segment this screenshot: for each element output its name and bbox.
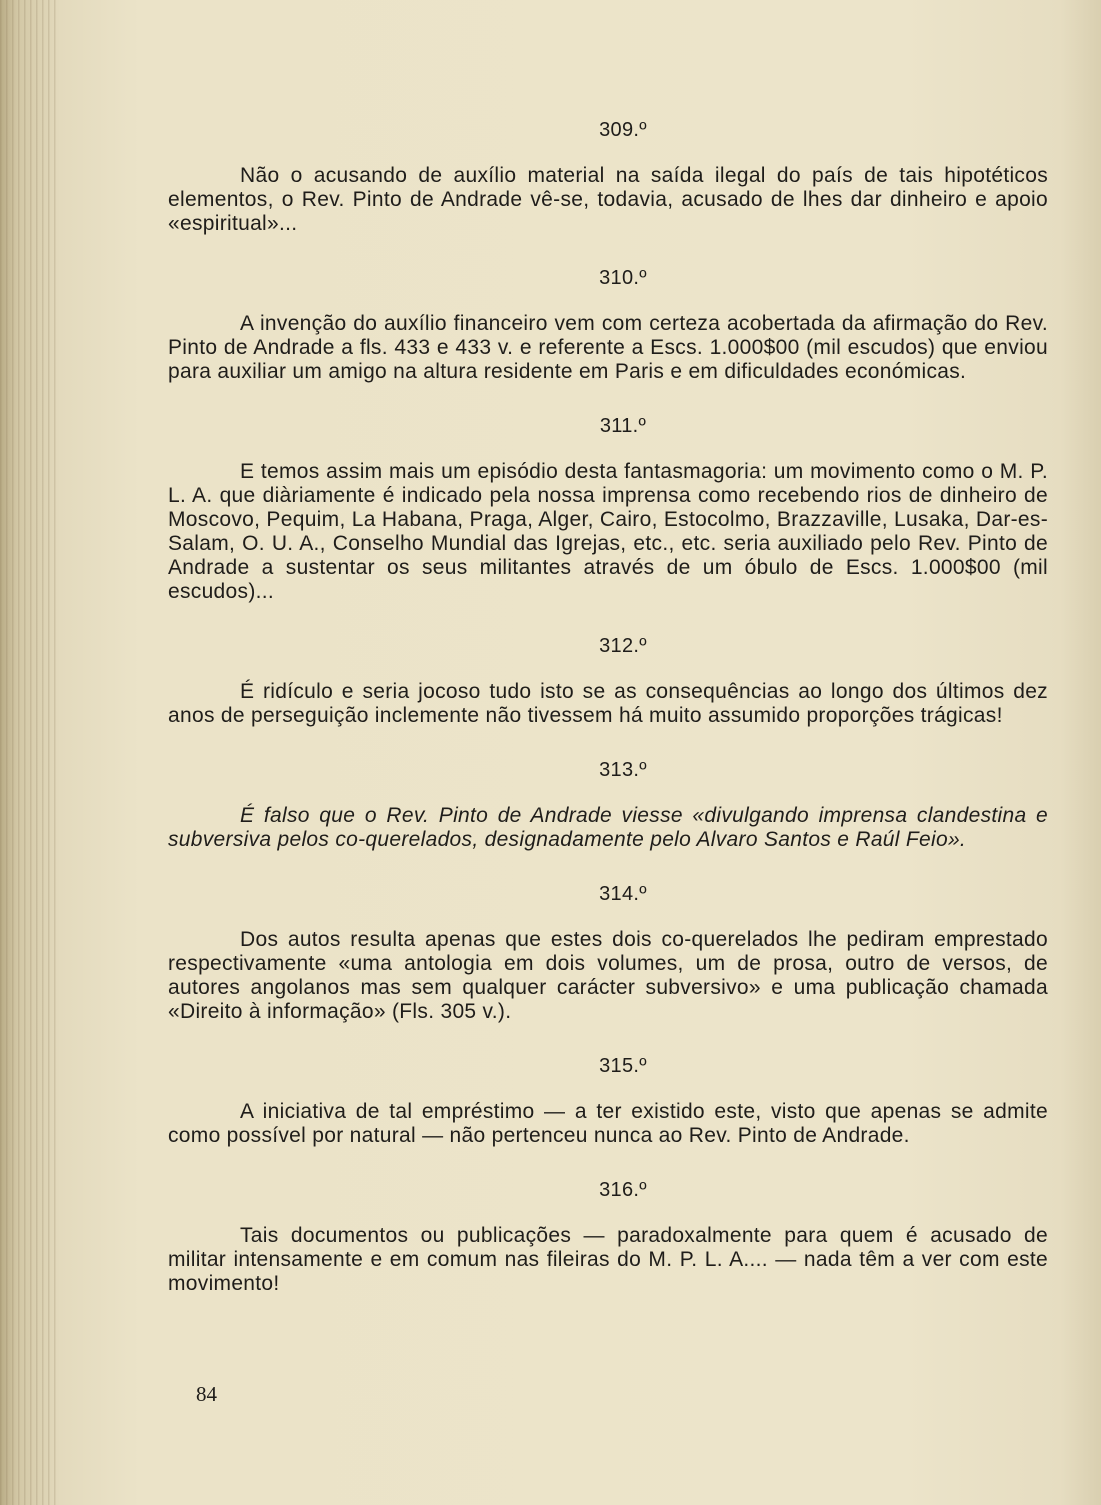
section-number: 309.º	[599, 119, 647, 141]
section-paragraph: E temos assim mais um episódio desta fantasmagoria: um movimento como o M. P. L. A. que diàriamente é indicado pela nossa imprensa como recebendo rios de dinheiro de Moscovo, Pequim, La Habana, Praga, Alger, Cairo, Estocolmo, Brazzaville, Lusaka, Dar-es-Salam, O. U. A., Conselho Mundial das Igrejas, etc., etc. seria auxiliado pelo Rev. Pinto de Andrade a sustentar os seus militantes através de um óbulo de Escs. 1.000$00 (mil escudos)...	[168, 460, 1048, 603]
section-paragraph: A iniciativa de tal empréstimo — a ter existido este, visto que apenas se admite como possível por natural — não pertenceu nunca ao Rev. Pinto de Andrade.	[168, 1100, 1048, 1147]
section-315	[168, 1054, 1048, 1148]
section-311	[168, 414, 1048, 604]
section-number: 311.º	[599, 415, 647, 437]
book-binding-edge	[0, 0, 60, 1505]
section-paragraph: Dos autos resulta apenas que estes dois co-querelados lhe pediram emprestado respectivamente «uma antologia em dois volumes, um de prosa, outro de versos, de autores angolanos mas sem qualquer carácter subversivo» e uma publicação chamada «Direito à informação» (Fls. 305 v.).	[168, 928, 1048, 1023]
section-number: 313.º	[599, 759, 647, 781]
section-paragraph: É falso que o Rev. Pinto de Andrade viesse «divulgando imprensa clandestina e subversiva pelos co-querelados, designadamente pelo Alvaro Santos e Raúl Feio».	[168, 804, 1048, 851]
section-313	[168, 758, 1048, 852]
section-paragraph: Não o acusando de auxílio material na saída ilegal do país de tais hipotéticos elementos, o Rev. Pinto de Andrade vê-se, todavia, acusado de lhes dar dinheiro e apoio «espiritual»...	[168, 164, 1048, 235]
section-number: 316.º	[599, 1179, 647, 1201]
text-body	[168, 118, 1048, 1326]
section-number: 314.º	[599, 883, 647, 905]
section-number: 312.º	[599, 635, 647, 657]
section-paragraph: A invenção do auxílio financeiro vem com certeza acobertada da afirmação do Rev. Pinto de Andrade a fls. 433 e 433 v. e referente a Escs. 1.000$00 (mil escudos) que enviou para auxiliar um amigo na altura residente em Paris e em dificuldades económicas.	[168, 312, 1048, 383]
section-paragraph: É ridículo e seria jocoso tudo isto se as consequências ao longo dos últimos dez anos de perseguição inclemente não tivessem há muito assumido proporções trágicas!	[168, 680, 1048, 727]
section-316	[168, 1178, 1048, 1296]
section-314	[168, 882, 1048, 1024]
section-309	[168, 118, 1048, 236]
section-312	[168, 634, 1048, 728]
section-number: 310.º	[599, 267, 647, 289]
page-number: 84	[196, 1382, 217, 1406]
section-number: 315.º	[599, 1055, 647, 1077]
section-310	[168, 266, 1048, 384]
section-paragraph: Tais documentos ou publicações — paradoxalmente para quem é acusado de militar intensamente e em comum nas fileiras do M. P. L. A.... — nada têm a ver com este movimento!	[168, 1224, 1048, 1295]
